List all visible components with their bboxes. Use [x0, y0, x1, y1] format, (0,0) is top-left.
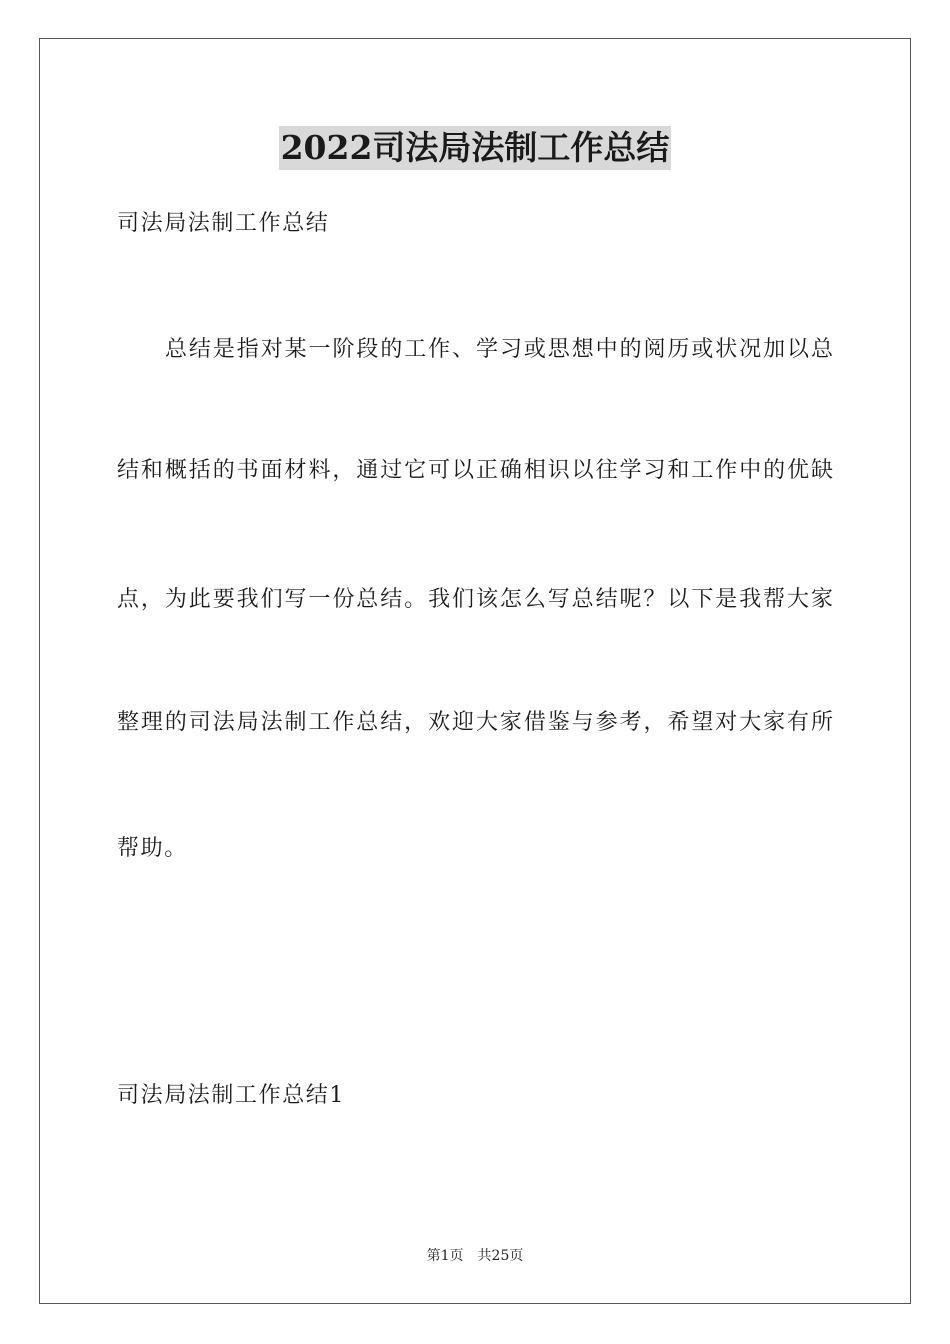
page-footer: 第1页 共25页 [426, 1248, 524, 1264]
document-subtitle: 司法局法制工作总结 [117, 211, 330, 236]
document-title [0, 126, 950, 176]
paragraph-line-2: 结和概括的书面材料，通过它可以正确相识以往学习和工作中的优缺 [117, 458, 833, 483]
section-heading: 司法局法制工作总结1 [117, 1083, 345, 1108]
paragraph-line-4: 整理的司法局法制工作总结，欢迎大家借鉴与参考，希望对大家有所 [117, 710, 833, 735]
paragraph-line-3: 点，为此要我们写一份总结。我们该怎么写总结呢？以下是我帮大家 [117, 587, 833, 612]
paragraph-line-5: 帮助。 [117, 836, 188, 861]
paragraph-line-1: 总结是指对某一阶段的工作、学习或思想中的阅历或状况加以总 [165, 337, 833, 362]
document-title-text: 2022司法局法制工作总结 [279, 126, 672, 170]
